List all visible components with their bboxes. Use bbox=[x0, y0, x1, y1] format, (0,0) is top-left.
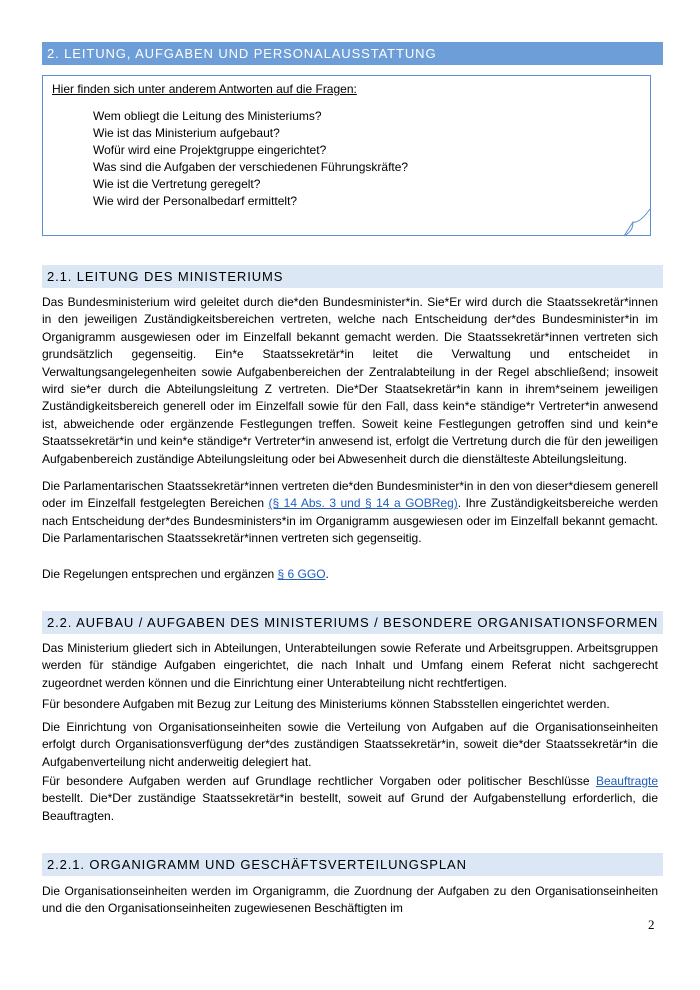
section-2-2-paragraph-3: Die Einrichtung von Organisationseinheiten sowie die Verteilung von Aufgaben auf die Organisationseinheiten erfolgt durch Organisationsverfügung der*des zuständigen Staatssekretär*in, soweit die*der Staatssekretär*in die Aufgabenverteilung nicht anderweitig delegiert hat. bbox=[42, 720, 658, 769]
section-2-2-paragraph-1: Das Ministerium gliedert sich in Abteilungen, Unterabteilungen sowie Referate und Arbeitsgruppen. Arbeitsgruppen werden für ständige Aufgaben eingerichtet, die nach Inhalt und Umfang einem Referat nicht sachgerecht zugeordnet werden können und die Einrichtung einer Unterabteilung nicht rechtfertigen. bbox=[42, 641, 658, 690]
question-item: Wie ist das Ministerium aufgebaut? bbox=[93, 126, 280, 140]
question-item: Was sind die Aufgaben der verschiedenen Führungskräfte? bbox=[93, 160, 409, 174]
section-2-heading: 2. LEITUNG, AUFGABEN UND PERSONALAUSSTATTUNG bbox=[42, 42, 663, 65]
beauftragte-link[interactable]: Beauftragte bbox=[595, 774, 658, 788]
question-item: Wie wird der Personalbedarf ermittelt? bbox=[93, 194, 298, 208]
paragraph-text: Die Parlamentarischen Staatssekretär*innen vertreten die*den Bundesminister*in in den von dieser*diesem generell oder im Einzelfall festgelegten Bereichen bbox=[42, 479, 658, 511]
question-item: Wie ist die Vertretung geregelt? bbox=[93, 177, 261, 191]
question-item: Wofür wird eine Projektgruppe eingerichtet? bbox=[93, 143, 327, 157]
ggo-link[interactable]: § 6 GGO bbox=[277, 567, 326, 581]
section-2-1-heading: 2.1. LEITUNG DES MINISTERIUMS bbox=[42, 265, 663, 288]
paragraph-text: Für besondere Aufgaben werden auf Grundlage rechtlicher Vorgaben oder politischer Beschlüsse bbox=[42, 774, 596, 788]
paragraph-text: Die Regelungen entsprechen und ergänzen bbox=[42, 567, 278, 581]
section-2-1-paragraph-2 bbox=[42, 478, 658, 548]
gobreg-link[interactable]: (§ 14 Abs. 3 und § 14 a GOBReg) bbox=[268, 496, 458, 511]
page-number: 2 bbox=[648, 917, 655, 932]
questions-list bbox=[93, 108, 408, 210]
section-2-2-heading: 2.2. AUFBAU / AUFGABEN DES MINISTERIUMS / BESONDERE ORGANISATIONSFORMEN bbox=[42, 611, 663, 634]
questions-intro: Hier finden sich unter anderem Antworten auf die Fragen: bbox=[52, 82, 357, 96]
paragraph-text: . bbox=[325, 567, 329, 581]
page-curl-icon bbox=[623, 208, 653, 238]
question-item: Wem obliegt die Leitung des Ministeriums? bbox=[93, 109, 322, 123]
section-2-2-1-heading: 2.2.1. ORGANIGRAMM UND GESCHÄFTSVERTEILUNGSPLAN bbox=[42, 853, 663, 876]
section-2-1-paragraph-3 bbox=[42, 566, 658, 583]
paragraph-text: bestellt. Die*Der zuständige Staatssekretär*in bestellt, soweit auf Grund der Aufgabenstellung erforderlich, die Beauftragten. bbox=[42, 791, 658, 823]
section-2-2-paragraph-4 bbox=[42, 773, 658, 825]
section-2-2-1-paragraph-1: Die Organisationseinheiten werden im Organigramm, die Zuordnung der Aufgaben zu den Organisationseinheiten und die den Organisationseinheiten zugewiesenen Beschäftigten im bbox=[42, 884, 658, 916]
questions-box bbox=[42, 75, 651, 236]
section-2-1-paragraph-1: Das Bundesministerium wird geleitet durch die*den Bundesminister*in. Sie*Er wird durch die Staatssekretär*innen in den jeweiligen Zuständigkeitsbereichen vertreten, welche nach Entscheidung der*des Bundesminister*in im Organigramm ausgewiesen oder im Einzelfall bekannt gemacht werden. Die Staatssekretär*innen vertreten sich grundsätzlich gegenseitig. Ein*e Staatssekretär*in leitet die Verwaltung und entscheidet in Verwaltungsangelegenheiten sowie Aufgabenbereichen der Zentralabteilung in der Regel abschließend; insoweit wird sie*er durch die Abteilungsleitung Z vertreten. Die*Der Staatsekretär*in kann in ihrem*seinem jeweiligen Zuständigkeitsbereich generell oder im Einzelfall sowie für den Fall, dass kein*e ständige*r Vertreter*in anwesend ist, abweichende oder ergänzende Festlegungen treffen. Soweit keine Festlegungen getroffen sind und kein*e Staatssekretär*in und kein*e ständige*r Vertreter*in anwesend ist, erfolgt die Vertretung durch die für den jeweiligen Aufgabenbereich zuständige Abteilungsleitung oder bei Abwesenheit durch die dienstälteste Abteilungsleitung. bbox=[42, 295, 658, 466]
section-2-2-paragraph-2: Für besondere Aufgaben mit Bezug zur Leitung des Ministeriums können Stabsstellen eingerichtet werden. bbox=[42, 697, 610, 711]
paragraph-text: . Ihre Zuständigkeitsbereiche werden nach Entscheidung der*des Bundesministers*in im Organigramm ausgewiesen oder im Einzelfall bekannt gemacht. Die Parlamentarischen Staatssekretär*innen vertreten sich gegenseitig. bbox=[42, 496, 658, 546]
